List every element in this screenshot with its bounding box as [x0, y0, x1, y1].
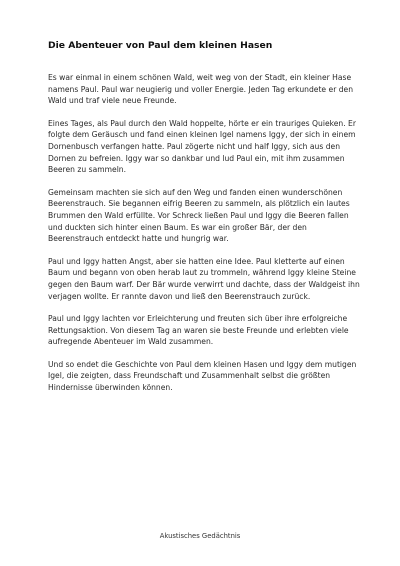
paragraph-intro: Es war einmal in einem schönen Wald, weit weg von der Stadt, ein kleiner Hase namens Paul. Paul war neugierig und voller Energie. Jeden Tag erkundete er den Wald und traf viele neue Freunde. — [48, 73, 354, 106]
document-page — [48, 40, 360, 405]
paragraph-friendship: Paul und Iggy lachten vor Erleichterung und freuten sich über ihre erfolgreiche Rettungsaktion. Von diesem Tag an waren sie beste Freunde und erlebten viele aufregende Abenteuer im Wald zusammen. — [48, 314, 349, 347]
paragraph-bear-idea: Paul und Iggy hatten Angst, aber sie hatten eine Idee. Paul kletterte auf einen Baum und begann von oben herab laut zu trommeln, während Iggy kleine Steine gegen den Baum warf. Der Bär wurde verwirrt und dachte, dass der Waldgeist ihn verjagen wollte. Er rannte davon und ließ den Beerenstrauch zurück. — [48, 256, 360, 301]
paragraph-iggy-rescue: Eines Tages, als Paul durch den Wald hoppelte, hörte er ein trauriges Quieken. Er folgte dem Geräusch und fand einen kleinen Igel namens Iggy, der sich in einem Dornenbusch verfangen hatte. Paul zögerte nicht und half Iggy, sich aus den Dornen zu befreien. Iggy war so dankbar und lud Paul ein, mit ihm zusammen Beeren zu sammeln. — [48, 118, 356, 175]
paragraph-ending: Und so endet die Geschichte von Paul dem kleinen Hasen und Iggy dem mutigen Igel, die zeigten, dass Freundschaft und Zusammenhalt selbst die größten Hindernisse überwinden können. — [48, 359, 357, 393]
page-footer: Akustisches Gedächtnis — [159, 532, 241, 540]
paragraph-berry-bush: Gemeinsam machten sie sich auf den Weg und fanden einen wunderschönen Beerenstrauch. Sie begannen eifrig Beeren zu sammeln, als plötzlich ein lautes Brummen den Wald erfüllte. Vor Schreck ließen Paul und Iggy die Beeren fallen und duckten sich hinter einen Baum. Es war ein großer Bär, der den Beerenstrauch entdeckt hatte und hungrig war. — [48, 187, 350, 244]
document-title: Die Abenteuer von Paul dem kleinen Hasen — [48, 40, 273, 51]
